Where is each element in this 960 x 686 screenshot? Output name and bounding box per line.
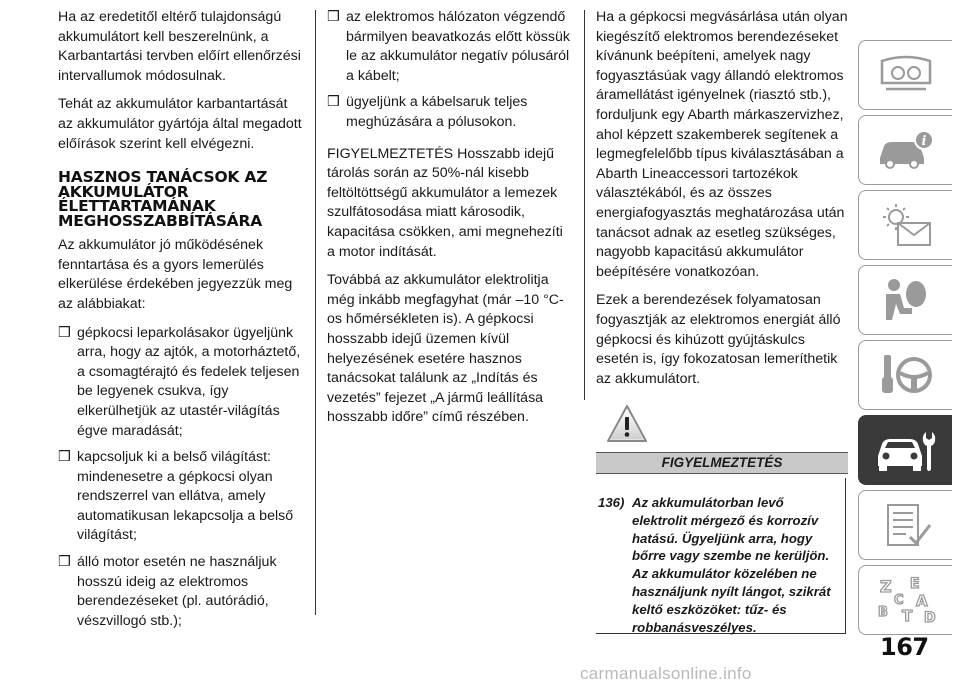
tab-starting-driving[interactable] <box>858 340 952 410</box>
text-column-1 <box>58 8 304 638</box>
bullet-mark: ❒ <box>327 94 340 111</box>
text-column-3 <box>596 8 848 398</box>
section-heading: HASZNOS TANÁCSOK AZ AKKUMULÁTOR ÉLETTARTAMÁNAK MEGHOSSZABBÍTÁSÁRA <box>58 168 268 230</box>
svg-text:A: A <box>915 592 928 610</box>
car-wrench-icon <box>874 426 938 474</box>
warning-number: 136) <box>598 495 625 510</box>
warning-lights-icon <box>876 201 936 249</box>
key-steering-wheel-icon <box>876 351 936 399</box>
watermark-text: carmanualsonline.info <box>580 664 752 683</box>
bullet-mark: ❒ <box>58 554 71 571</box>
paragraph: Ezek a berendezések folyamatosan fogyasztják az elektromos energiát álló gépkocsi és kihúzott gyújtáskulcs esetén is, így fokozatosan lemeríthetik az akkumulátort. <box>596 292 841 387</box>
paragraph: Ha a gépkocsi megvásárlása után olyan kiegészítő elektromos berendezéseket kívánunk beépíteni, amelyek nagy fogyasztásúak vagy állandó elektromos áramellátást igényelnek (riasztó stb.), forduljunk egy Abarth márkaszervizhez, ahol képzett szakemberek segítenek a legmegfelelőbb típus kiválasztásában a Abarth Lineaccessori tartozékok választékából, és az összes energiafogyasztás meghatározása után tanácsot adnak az esetleg szükséges, nagyobb kapacitású akkumulátor beépítésére vonatkozóan. <box>596 9 848 280</box>
svg-text:i: i <box>921 134 926 149</box>
tab-car-info[interactable] <box>858 115 952 185</box>
warning-triangle-icon <box>606 403 648 445</box>
airbag-person-icon <box>876 276 936 324</box>
page-number: 167 <box>880 633 929 661</box>
bullet-mark: ❒ <box>58 449 71 466</box>
tab-maintenance[interactable] <box>858 415 952 485</box>
tab-index[interactable] <box>858 565 952 635</box>
chapter-tabs <box>858 40 960 640</box>
paragraph: FIGYELMEZTETÉS Hosszabb idejű tárolás során az 50%-nál kisebb feltöltöttségű akkumulátor a lemezek szulfátosodása miatt károsodik, kapacitása csökken, ami megnehezíti a motor indítását. <box>327 145 563 260</box>
svg-text:Z: Z <box>879 577 892 596</box>
svg-text:T: T <box>901 607 912 625</box>
bullet-item <box>58 324 304 442</box>
warning-text-block <box>598 494 842 636</box>
svg-text:D: D <box>923 610 936 626</box>
column-divider <box>584 10 585 400</box>
bullet-mark: ❒ <box>58 324 71 341</box>
car-info-icon <box>876 128 936 172</box>
bullet-item <box>327 93 573 132</box>
specifications-list-icon <box>876 501 936 549</box>
bullet-text: álló motor esetén ne használjuk hosszú ideig az elektromos berendezéseket (pl. autórádió, vészvillogó stb.); <box>77 554 277 629</box>
bullet-item <box>58 448 304 546</box>
bullet-item <box>58 553 304 631</box>
paragraph: Az akkumulátor jó működésének fenntartása és a gyors lemerülés elkerülése érdekében jegyezzük meg az alábbiakat: <box>58 237 293 312</box>
tab-specifications[interactable] <box>858 490 952 560</box>
text-column-2 <box>327 8 573 437</box>
tab-warning-lights[interactable] <box>858 190 952 260</box>
paragraph: Ha az eredetitől eltérő tulajdonságú akkumulátort kell beszerelnünk, a Karbantartási tervben előírt ellenőrzési intervallumok módosulnak. <box>58 9 301 84</box>
bullet-text: kapcsoljuk ki a belső világítást: mindenesetre a gépkocsi olyan rendszerrel van ellátva, amely automatikusan lekapcsolja a belső világítást; <box>77 449 294 544</box>
alphabetical-index-icon <box>874 574 938 626</box>
svg-text:C: C <box>893 593 904 608</box>
paragraph: Tehát az akkumulátor karbantartását az akkumulátor gyártója által megadott előírások szerint kell elvégezni. <box>58 96 302 152</box>
bullet-text: gépkocsi leparkolásakor ügyeljünk arra, hogy az ajtók, a motorháztető, a csomagtérajtó és fedelek teljesen be legyenek csukva, így elkerülhetjük az utastér-világítás égve maradását; <box>77 324 301 439</box>
warning-text: Az akkumulátorban levő elektrolit mérgező és korrozív hatású. Ügyeljünk arra, hogy bőrre vagy szembe ne kerüljön. Az akkumulátor közelében ne használjunk nyílt lángot, szikrát keltő eszközöket: tűz- és robbanásveszélyes. <box>632 495 831 635</box>
bullet-item <box>327 8 573 86</box>
svg-text:E: E <box>909 576 920 592</box>
svg-text:B: B <box>877 605 888 620</box>
column-divider <box>315 10 316 615</box>
tab-safety[interactable] <box>858 265 952 335</box>
tab-dashboard[interactable] <box>858 40 952 110</box>
bullet-text: ügyeljünk a kábelsaruk teljes meghúzására a pólusokon. <box>346 94 528 130</box>
bullet-text: az elektromos hálózaton végzendő bármilyen beavatkozás előtt kössük le az akkumulátor negatív pólusáról a kábelt; <box>346 9 570 84</box>
car-dashboard-icon <box>876 53 936 97</box>
bullet-mark: ❒ <box>327 9 340 25</box>
warning-title-bar: FIGYELMEZTETÉS <box>596 452 848 474</box>
paragraph: Továbbá az akkumulátor elektrolitja még inkább megfagyhat (már –10 °C-os hőmérsékleten is). A gépkocsi hosszabb idejű üzemen kívül helyezésének esetére hasznos tanácsokat találunk az „Indítás és vezetés” fejezet „A jármű leállítása hosszabb időre” című részében. <box>327 272 564 426</box>
